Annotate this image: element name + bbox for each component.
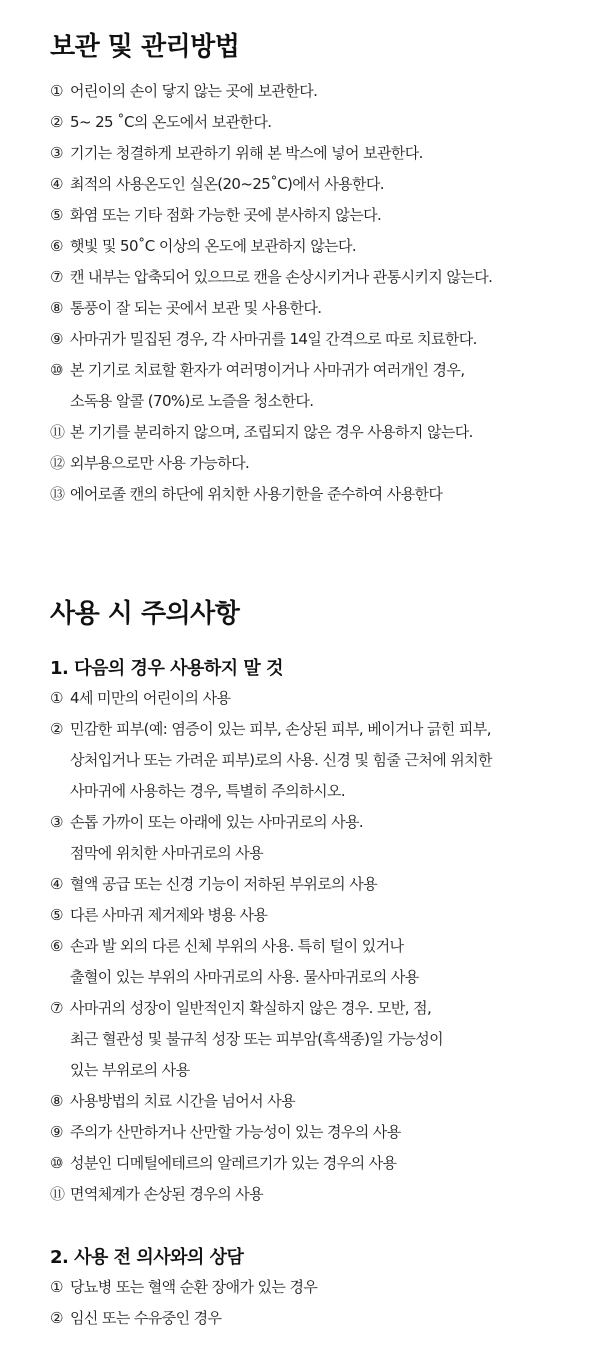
list-item	[50, 683, 590, 714]
list-item	[50, 1148, 590, 1179]
item-text-continued: 상처입거나 또는 가려운 피부)로의 사용. 신경 및 힘줄 근처에 위치한	[70, 751, 492, 769]
item-number: ⑧	[50, 299, 63, 317]
list-item	[50, 479, 590, 510]
item-text: 다른 사마귀 제거제와 병용 사용	[70, 906, 268, 924]
list-item	[50, 231, 590, 262]
list-item	[50, 931, 590, 993]
cautions-sub2-title: 2. 사용 전 의사와의 상담	[50, 1247, 244, 1268]
item-text: 혈액 공급 또는 신경 기능이 저하된 부위로의 사용	[70, 875, 377, 893]
item-text-continued: 출혈이 있는 부위의 사마귀로의 사용. 물사마귀로의 사용	[70, 968, 419, 986]
item-number: ⑪	[50, 423, 65, 441]
item-text: 본 기기를 분리하지 않으며, 조립되지 않은 경우 사용하지 않는다.	[70, 423, 473, 441]
item-text: 민감한 피부(예: 염증이 있는 피부, 손상된 피부, 베이거나 긁힌 피부,	[70, 720, 491, 738]
item-number: ⑤	[50, 206, 63, 224]
cautions-sub2-list	[50, 1272, 590, 1334]
item-text: 4세 미만의 어린이의 사용	[70, 689, 231, 707]
item-text-continued: 점막에 위치한 사마귀로의 사용	[70, 844, 264, 862]
list-item	[50, 262, 590, 293]
cautions-title: 사용 시 주의사항	[50, 599, 240, 629]
list-item	[50, 448, 590, 479]
item-number: ⑩	[50, 1154, 63, 1172]
storage-list	[50, 76, 590, 510]
list-item	[50, 324, 590, 355]
cautions-sub1-list	[50, 683, 590, 1210]
cautions-sub1-title: 1. 다음의 경우 사용하지 말 것	[50, 658, 283, 679]
list-item	[50, 293, 590, 324]
item-number: ①	[50, 82, 63, 100]
list-item	[50, 417, 590, 448]
item-text: 본 기기로 치료할 환자가 여러명이거나 사마귀가 여러개인 경우,	[70, 361, 465, 379]
item-text: 당뇨병 또는 혈액 순환 장애가 있는 경우	[70, 1278, 318, 1296]
item-text: 면역체계가 손상된 경우의 사용	[70, 1185, 264, 1203]
item-text: 손톱 가까이 또는 아래에 있는 사마귀로의 사용.	[70, 813, 364, 831]
storage-title: 보관 및 관리방법	[50, 32, 240, 62]
item-text-continued: 사마귀에 사용하는 경우, 특별히 주의하시오.	[70, 782, 346, 800]
item-text: 최적의 사용온도인 실온(20~25˚C)에서 사용한다.	[70, 175, 384, 193]
item-number: ⑦	[50, 268, 63, 286]
item-text: 임신 또는 수유중인 경우	[70, 1309, 222, 1327]
item-number: ②	[50, 1309, 63, 1327]
list-item	[50, 993, 590, 1086]
list-item	[50, 1086, 590, 1117]
item-text: 5~ 25 ˚C의 온도에서 보관한다.	[70, 113, 272, 131]
list-item	[50, 900, 590, 931]
item-text-continued: 있는 부위로의 사용	[70, 1061, 190, 1079]
item-text: 주의가 산만하거나 산만할 가능성이 있는 경우의 사용	[70, 1123, 401, 1141]
list-item	[50, 1272, 590, 1303]
item-number: ⑨	[50, 330, 63, 348]
item-text: 사용방법의 치료 시간을 넘어서 사용	[70, 1092, 296, 1110]
item-number: ⑪	[50, 1185, 65, 1203]
item-text: 통풍이 잘 되는 곳에서 보관 및 사용한다.	[70, 299, 322, 317]
item-text: 캔 내부는 압축되어 있으므로 캔을 손상시키거나 관통시키지 않는다.	[70, 268, 493, 286]
item-number: ②	[50, 113, 63, 131]
item-number: ③	[50, 144, 63, 162]
list-item	[50, 807, 590, 869]
item-text: 화염 또는 기타 점화 가능한 곳에 분사하지 않는다.	[70, 206, 382, 224]
item-number: ⑤	[50, 906, 63, 924]
item-number: ⑨	[50, 1123, 63, 1141]
item-text: 어린이의 손이 닿지 않는 곳에 보관한다.	[70, 82, 318, 100]
item-text-continued: 최근 혈관성 및 불규칙 성장 또는 피부암(흑색종)일 가능성이	[70, 1030, 444, 1048]
list-item	[50, 1117, 590, 1148]
item-text: 외부용으로만 사용 가능하다.	[70, 454, 250, 472]
list-item	[50, 869, 590, 900]
item-number: ③	[50, 813, 63, 831]
item-number: ④	[50, 875, 63, 893]
item-number: ⑫	[50, 454, 65, 472]
list-item	[50, 1179, 590, 1210]
item-number: ⑬	[50, 485, 65, 503]
item-number: ⑩	[50, 361, 63, 379]
item-number: ④	[50, 175, 63, 193]
item-text: 햇빛 및 50˚C 이상의 온도에 보관하지 않는다.	[70, 237, 357, 255]
item-number: ⑥	[50, 237, 63, 255]
item-text: 성분인 디메틸에테르의 알레르기가 있는 경우의 사용	[70, 1154, 397, 1172]
item-text: 에어로졸 캔의 하단에 위치한 사용기한을 준수하여 사용한다	[70, 485, 443, 503]
item-number: ②	[50, 720, 63, 738]
list-item	[50, 1303, 590, 1334]
item-text-continued: 소독용 알콜 (70%)로 노즐을 청소한다.	[70, 392, 314, 410]
item-number: ①	[50, 689, 63, 707]
item-number: ⑥	[50, 937, 63, 955]
list-item	[50, 138, 590, 169]
list-item	[50, 355, 590, 417]
item-text: 사마귀의 성장이 일반적인지 확실하지 않은 경우. 모반, 점,	[70, 999, 432, 1017]
item-text: 기기는 청결하게 보관하기 위해 본 박스에 넣어 보관한다.	[70, 144, 423, 162]
item-number: ⑧	[50, 1092, 63, 1110]
list-item	[50, 169, 590, 200]
list-item	[50, 714, 590, 807]
list-item	[50, 107, 590, 138]
item-text: 손과 발 외의 다른 신체 부위의 사용. 특히 털이 있거나	[70, 937, 404, 955]
list-item	[50, 76, 590, 107]
item-number: ①	[50, 1278, 63, 1296]
item-text: 사마귀가 밀집된 경우, 각 사마귀를 14일 간격으로 따로 치료한다.	[70, 330, 477, 348]
item-number: ⑦	[50, 999, 63, 1017]
list-item	[50, 200, 590, 231]
